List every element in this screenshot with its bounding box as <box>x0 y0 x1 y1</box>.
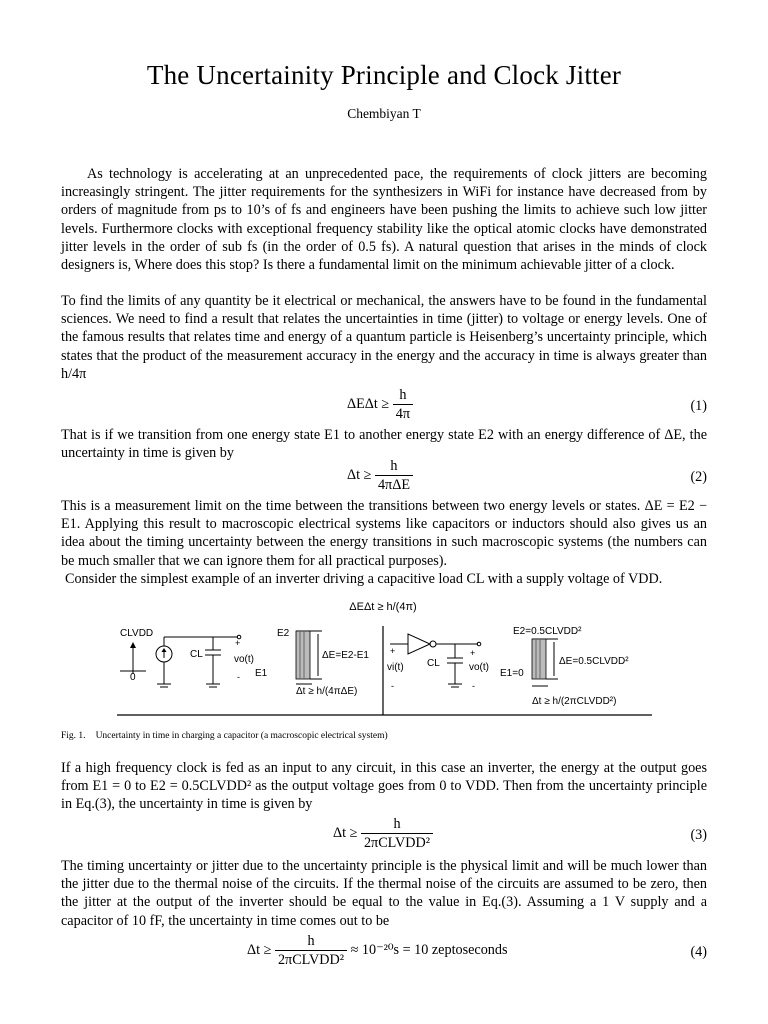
current-source-arrow-head <box>162 648 167 652</box>
equation-3-numerator: h <box>393 816 401 832</box>
equation-2-numerator: h <box>390 458 398 474</box>
delta-t-left-label: Δt ≥ h/(4πΔE) <box>296 686 358 697</box>
equation-1-lhs: ΔEΔt ≥ <box>347 395 390 412</box>
equation-1 <box>61 386 707 426</box>
equation-2-denominator: 4πΔE <box>375 475 413 494</box>
paragraph-transition: That is if we transition from one energy state E1 to another energy state E2 with an energy difference of ΔE, the uncertainty in time is given by <box>61 427 707 462</box>
equation-1-denominator: 4π <box>393 404 413 423</box>
figure-1-circuit <box>100 594 660 726</box>
delta-t-right-label: Δt ≥ h/(2πCLVDD²) <box>532 696 617 707</box>
paragraph-measurement-limit: This is a measurement limit on the time between the transitions between two energy levels or states. ΔE = E2 − E1. Applying this result to macroscopic electrical systems like capacitors or inductors should also gives us an idea about the timing uncertainty between the energy transitions in such macroscopic systems (the numbers can be much smaller that we can ignore them for all practical purposes). <box>61 498 707 569</box>
plus-sign: + <box>470 648 476 658</box>
e2-label: E2 <box>277 628 290 639</box>
equation-1-numerator: h <box>399 387 407 403</box>
author-name: Chembiyan T <box>347 106 421 121</box>
figure-caption-label: Fig. 1. <box>61 731 86 741</box>
figure-caption <box>61 731 388 741</box>
paper-title: The Uncertainity Principle and Clock Jitter <box>146 60 622 90</box>
e1-right-label: E1=0 <box>500 668 524 679</box>
equation-3-fraction <box>361 815 433 852</box>
equation-2-number: (2) <box>690 469 707 485</box>
e2-right-label: E2=0.5CLVDD² <box>513 626 582 637</box>
equation-3-number: (3) <box>690 827 707 843</box>
e1-label: E1 <box>255 668 268 679</box>
equation-4 <box>61 932 707 976</box>
paragraph-inverter: Consider the simplest example of an inverter driving a capacitive load CL with a supply voltage of VDD. <box>65 571 663 587</box>
delta-e-label: ΔE=E2-E1 <box>322 650 369 661</box>
equation-4-lhs: Δt ≥ <box>247 941 272 958</box>
equation-4-fraction <box>275 932 347 969</box>
equation-2 <box>61 457 707 497</box>
equation-4-number: (4) <box>690 944 707 960</box>
zero-label: 0 <box>130 672 136 683</box>
vout-label: vo(t) <box>469 662 489 673</box>
plus-sign: + <box>235 638 241 648</box>
paragraph-limits: To find the limits of any quantity be it electrical or mechanical, the answers have to be found in the fundamental sciences. We need to find a result that relates the uncertainties in time (jitter) to voltage or energy levels. One of the famous results that relates time and energy of a quantum particle is Heisenberg’s uncertainty principle, which states that the product of the measurement accuracy in the energy and the accuracy in time is always greater than h/4π <box>61 293 707 382</box>
equation-2-fraction <box>375 457 413 494</box>
figure-caption-text: Uncertainty in time in charging a capacitor (a macroscopic electrical system) <box>95 731 388 741</box>
equation-1-fraction <box>393 386 413 423</box>
source-arrow-head <box>130 642 136 648</box>
minus-sign: - <box>472 681 475 691</box>
paragraph-clock-input: If a high frequency clock is fed as an input to any circuit, in this case an inverter, the energy at the output goes from E1 = 0 to E2 = 0.5CLVDD² as the output voltage goes from 0 to VDD. Then from the uncertainty principle in Eq.(3), the uncertainty in time is given by <box>61 760 707 813</box>
equation-3-denominator: 2πCLVDD² <box>361 833 433 852</box>
capacitor-label: CL <box>190 649 203 660</box>
minus-sign: - <box>237 672 240 682</box>
energy-transition-bar-right <box>532 639 546 679</box>
plus-sign: + <box>390 646 396 656</box>
energy-transition-bar <box>296 631 310 679</box>
equation-4-numerator: h <box>307 933 315 949</box>
figure-heading: ΔEΔt ≥ h/(4π) <box>349 601 417 613</box>
delta-e-right-label: ΔE=0.5CLVDD² <box>559 656 629 667</box>
equation-3-lhs: Δt ≥ <box>333 824 358 841</box>
equation-1-number: (1) <box>690 398 707 414</box>
equation-4-rhs: ≈ 10⁻²⁰s = 10 zeptoseconds <box>350 941 508 958</box>
equation-2-lhs: Δt ≥ <box>347 466 372 483</box>
source-label: CLVDD <box>120 628 154 639</box>
paragraph-intro: As technology is accelerating at an unprecedented pace, the requirements of clock jitters are becoming increasingly stringent. The jitter requirements for the synthesizers in WiFi for instance have decreased from by orders of magnitude from ps to 10’s of fs and engineers have been pushing the limits to achieve such low jitter levels. Furthermore clocks with exceptional frequency stability like the optical atomic clocks have demonstrated jitter levels in the order of sub fs (in the order of 0.5 fs). A natural question that arises in the minds of clock designers is, Where does this stop? Is there a fundamental limit on the minimum achievable jitter of a clock. <box>61 166 707 274</box>
equation-4-denominator: 2πCLVDD² <box>275 950 347 969</box>
vout-label: vo(t) <box>234 654 254 665</box>
capacitor-label: CL <box>427 658 440 669</box>
minus-sign: - <box>391 681 394 691</box>
vin-label: vi(t) <box>387 662 404 673</box>
paragraph-timing-uncertainty: The timing uncertainty or jitter due to the uncertainty principle is the physical limit and will be much lower than the jitter due to the thermal noise of the circuits. If the thermal noise of the circuits are assumed to be zero, then the jitter at the output of the inverter should be equal to the value in Eq.(3). Assuming a 1 V supply and a capacitor of 10 fF, the uncertainty in time comes out to be <box>61 858 707 929</box>
inverter-icon <box>408 634 430 654</box>
equation-3 <box>61 815 707 857</box>
